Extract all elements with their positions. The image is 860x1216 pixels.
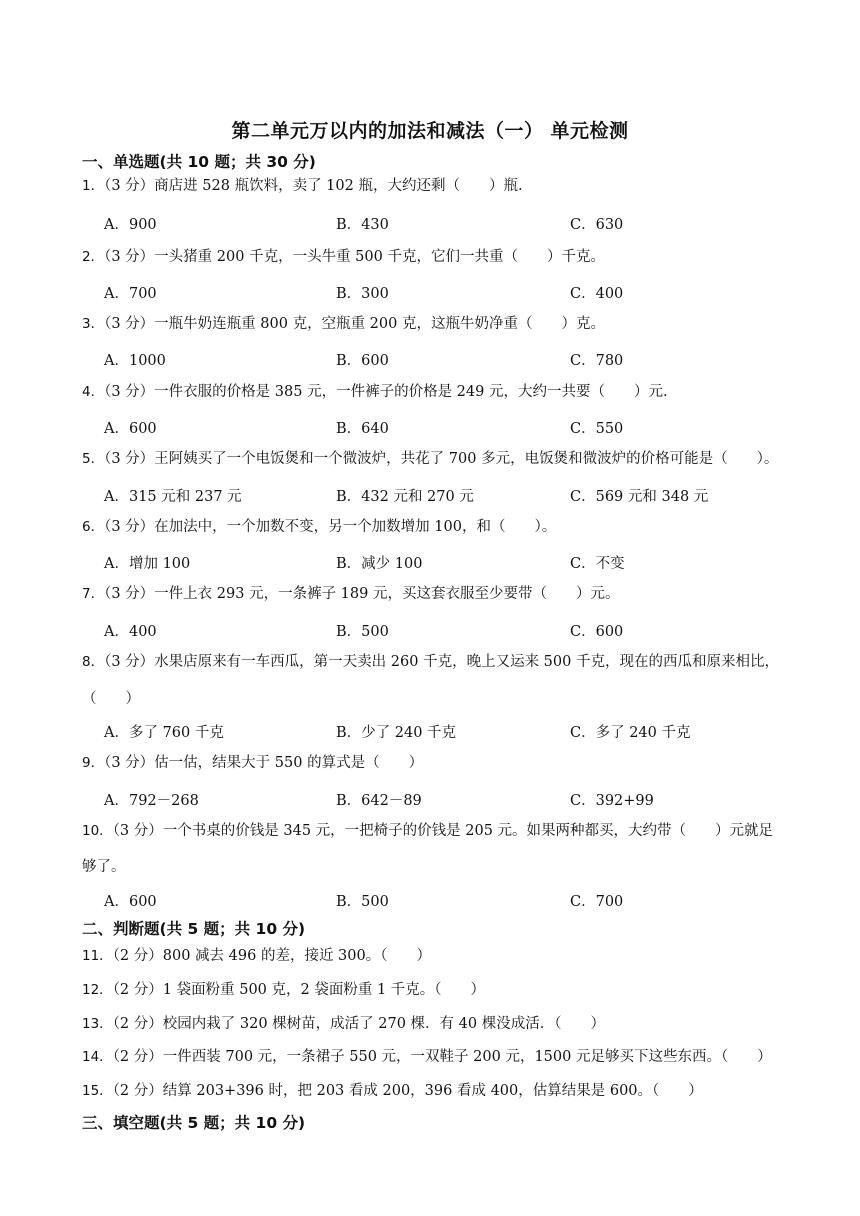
question-4 xyxy=(82,375,812,409)
question-text: （2 分）一件西装 700 元，一条裙子 550 元，一双鞋子 200 元，1500 元足够买下这些东西。（ ） xyxy=(112,1049,772,1065)
question-8 xyxy=(82,645,812,679)
question-12 xyxy=(82,973,812,1007)
question-number: 11． xyxy=(82,948,113,964)
question-text: （3 分）估一估，结果大于 550 的算式是（ ） xyxy=(104,755,424,771)
question-3 xyxy=(82,307,812,341)
option-c: C．700 xyxy=(570,894,624,910)
question-10-continuation: 够了。 xyxy=(82,859,126,875)
option-a: A．900 xyxy=(104,217,157,233)
question-number: 2． xyxy=(82,249,105,265)
question-14 xyxy=(82,1040,812,1074)
option-b: B．300 xyxy=(336,286,389,302)
question-number: 14． xyxy=(82,1049,113,1065)
question-5 xyxy=(82,442,812,476)
option-a: A．315 元和 237 元 xyxy=(104,489,242,505)
question-text: （3 分）一瓶牛奶连瓶重 800 克，空瓶重 200 克，这瓶牛奶净重（ ）克。 xyxy=(104,316,605,332)
question-number: 10． xyxy=(82,823,113,839)
option-b: B．642－89 xyxy=(336,793,422,809)
question-number: 9． xyxy=(82,755,105,771)
question-text: （3 分）在加法中，一个加数不变，另一个加数增加 100，和（ ）。 xyxy=(104,519,557,535)
question-13 xyxy=(82,1007,812,1041)
option-a: A．792－268 xyxy=(104,793,199,809)
question-1 xyxy=(82,169,812,203)
question-text: （2 分）结算 203+396 时，把 203 看成 200，396 看成 400，估算结果是 600。（ ） xyxy=(112,1083,703,1099)
question-10 xyxy=(82,814,812,848)
option-a: A．600 xyxy=(104,894,157,910)
question-number: 3． xyxy=(82,316,105,332)
question-6 xyxy=(82,510,812,544)
question-number: 15． xyxy=(82,1083,113,1099)
question-text: （3 分）一头猪重 200 千克，一头牛重 500 千克，它们一共重（ ）千克。 xyxy=(104,249,605,265)
option-c: C．多了 240 千克 xyxy=(570,725,691,741)
option-b: B．500 xyxy=(336,624,389,640)
option-c: C．不变 xyxy=(570,556,625,572)
option-c: C．392+99 xyxy=(570,793,654,809)
question-number: 6． xyxy=(82,519,105,535)
question-text: （3 分）商店进 528 瓶饮料，卖了 102 瓶，大约还剩（ ）瓶. xyxy=(104,178,523,194)
question-number: 5． xyxy=(82,451,105,467)
question-2 xyxy=(82,240,812,274)
question-text: （3 分）水果店原来有一车西瓜，第一天卖出 260 千克，晚上又运来 500 千克，现在的西瓜和原来相比， xyxy=(104,654,779,670)
option-c: C．630 xyxy=(570,217,624,233)
question-text: （3 分）王阿姨买了一个电饭煲和一个微波炉，共花了 700 多元，电饭煲和微波炉的价格可能是（ ）。 xyxy=(104,451,779,467)
section-heading-fill-in: 三、填空题(共 5 题；共 10 分) xyxy=(82,1114,306,1132)
option-a: A．1000 xyxy=(104,353,166,369)
question-text: （2 分）800 减去 496 的差，接近 300。（ ） xyxy=(112,948,431,964)
page-title: 第二单元万以内的加法和减法（一） 单元检测 xyxy=(231,120,629,142)
question-8-continuation: （ ） xyxy=(82,691,140,707)
section-heading-single-choice: 一、单选题(共 10 题；共 30 分) xyxy=(82,153,316,171)
option-c: C．780 xyxy=(570,353,624,369)
option-c: C．600 xyxy=(570,624,624,640)
option-a: A．600 xyxy=(104,421,157,437)
option-b: B．减少 100 xyxy=(336,556,423,572)
option-c: C．550 xyxy=(570,421,624,437)
question-15 xyxy=(82,1074,812,1108)
option-c: C．400 xyxy=(570,286,624,302)
option-a: A．700 xyxy=(104,286,157,302)
option-b: B．432 元和 270 元 xyxy=(336,489,474,505)
question-number: 8． xyxy=(82,654,105,670)
option-a: A．400 xyxy=(104,624,157,640)
question-text: （2 分）1 袋面粉重 500 克，2 袋面粉重 1 千克。（ ） xyxy=(112,982,486,998)
option-c: C．569 元和 348 元 xyxy=(570,489,709,505)
option-b: B．少了 240 千克 xyxy=(336,725,457,741)
question-text: （3 分）一件衣服的价格是 385 元，一件裤子的价格是 249 元，大约一共要（ ）元. xyxy=(104,384,668,400)
question-7 xyxy=(82,577,812,611)
question-number: 7． xyxy=(82,586,105,602)
option-b: B．600 xyxy=(336,353,389,369)
question-11 xyxy=(82,939,812,973)
option-b: B．640 xyxy=(336,421,389,437)
question-number: 4． xyxy=(82,384,105,400)
option-a: A．多了 760 千克 xyxy=(104,725,224,741)
question-number: 1． xyxy=(82,178,105,194)
option-b: B．430 xyxy=(336,217,389,233)
question-number: 13． xyxy=(82,1016,113,1032)
option-b: B．500 xyxy=(336,894,389,910)
question-9 xyxy=(82,746,812,780)
question-text: （2 分）校园内栽了 320 棵树苗，成活了 270 棵．有 40 棵没成活．（ ） xyxy=(112,1016,605,1032)
section-heading-true-false: 二、判断题(共 5 题；共 10 分) xyxy=(82,920,306,938)
question-text: （3 分）一个书桌的价钱是 345 元，一把椅子的价钱是 205 元。如果两种都买，大约带（ ）元就足 xyxy=(112,823,774,839)
question-text: （3 分）一件上衣 293 元，一条裤子 189 元，买这套衣服至少要带（ ）元。 xyxy=(104,586,620,602)
question-number: 12． xyxy=(82,982,113,998)
option-a: A．增加 100 xyxy=(104,556,191,572)
